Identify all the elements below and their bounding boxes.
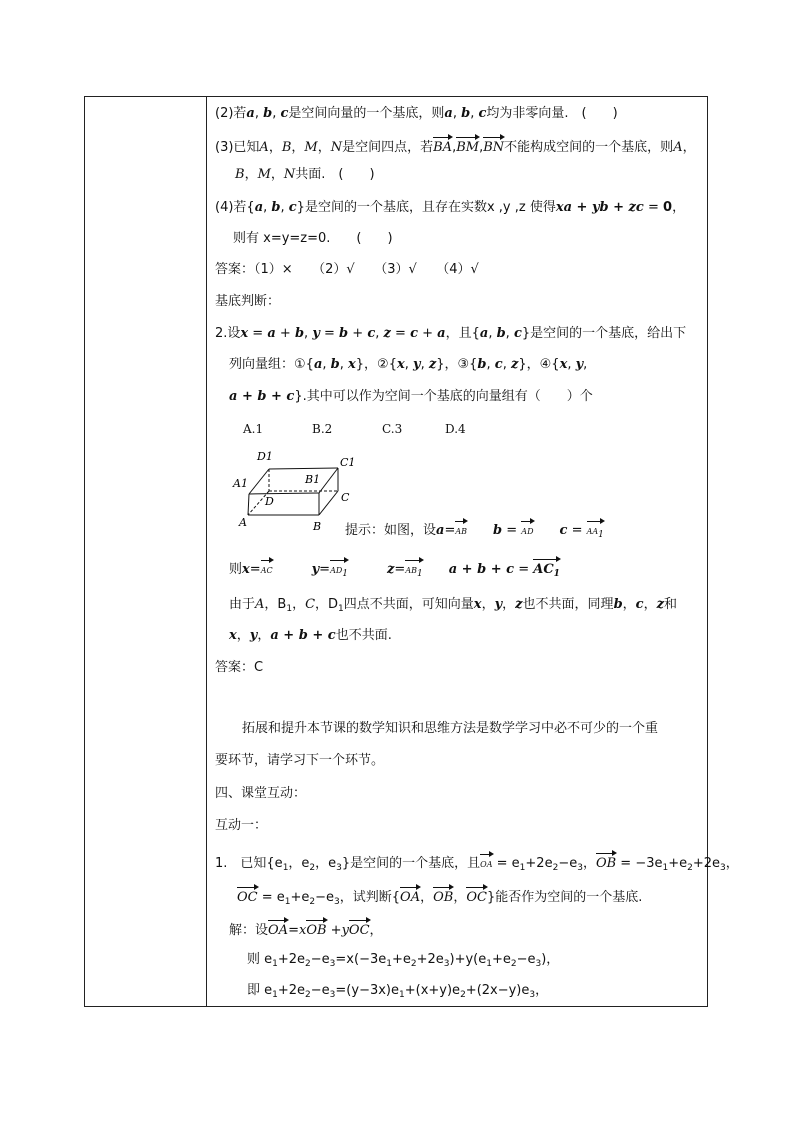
problem-2-line1: 2.设x = a + b, y = b + c, z = c + a，且{a, b, c}是空间的一个基底，给出下 [215, 326, 687, 341]
extend-line2: 要环节，请学习下一个环节。 [215, 753, 385, 768]
reason-line2: x，y，a + b + c也不共面. [229, 628, 392, 643]
example-1-line1: 1. 已知{$e_1$，$e_2$，$e_3$}是空间的一个基底，且OA = $e_1+2e_2-e_3$，OB = $-3e_1+e_2+2e_3$， [215, 852, 739, 877]
label-d: D [265, 495, 274, 508]
reason-line1: 由于A，$B_1$，C，$D_1$四点不共面，可知向量x，y，z也不共面，同理b，c，z和 [229, 597, 678, 614]
section-4-heading: 四、课堂互动： [215, 786, 307, 801]
label-a: A [239, 516, 247, 529]
question-4-line1: (4)若{a, b, c}是空间的一个基底，且存在实数x ,y ,z 使得xa + yb + zc = 0， [215, 200, 686, 215]
problem-2-line2: 列向量组：①{a, b, x}，②{x, y, z}，③{b, c, z}，④{x, y, [229, 357, 588, 372]
label-d1: D1 [257, 450, 273, 463]
choice-c: C.3 [382, 422, 403, 436]
question-3-line1: (3)已知A，B，M，N是空间四点，若BA,BM,BN不能构成空间的一个基底，则A， [215, 136, 696, 157]
question-3-line2: B，M，N共面. ( ) [235, 167, 375, 182]
example-1-line2: OC = $e_1+e_2-e_3$，试判断{OA，OB，OC}能否作为空间的一个基底. [237, 886, 642, 911]
table-column-divider [206, 96, 207, 1007]
label-b1: B1 [305, 473, 321, 486]
interaction-1-heading: 互动一： [215, 818, 268, 833]
label-b: B [313, 520, 322, 533]
solution-line1: 解：设OA=xOB +yOC， [229, 919, 383, 940]
choice-b: B.2 [312, 422, 333, 436]
choice-d: D.4 [445, 422, 466, 436]
question-4-line2: 则有 x=y=z=0. ( ) [233, 231, 393, 246]
choice-a: A.1 [243, 422, 264, 436]
label-a1: A1 [233, 477, 248, 490]
solution-line3: 即 $e_1+2e_2-e_3=(y-3x)e_1+(x+y)e_2+(2x-y)e_3$， [247, 983, 549, 1000]
question-2: (2)若a, b, c是空间向量的一个基底，则a, b, c均为非零向量. ( ) [215, 106, 618, 121]
label-c1: C1 [340, 456, 356, 469]
hint-line: 提示：如图，设a=AB b = AD c = AA1 [345, 520, 604, 544]
label-c: C [341, 491, 350, 504]
then-line: 则x=AC y=AD1 z=AB1 $a + b + c = AC_1$ [229, 558, 560, 583]
basis-judge-heading: 基底判断： [215, 294, 281, 309]
extend-line1: 拓展和提升本节课的数学知识和思维方法是数学学习中必不可少的一个重 [242, 721, 659, 736]
solution-line2: 则 $e_1+2e_2-e_3=x(-3e_1+e_2+2e_3)+y(e_1+e_2-e_3)$， [247, 952, 560, 969]
answer-1: 答案：（1）× （2）√ （3）√ （4）√ [215, 262, 479, 277]
problem-2-line3: a + b + c}.其中可以作为空间一个基底的向量组有（ ）个 [229, 389, 593, 404]
answer-2: 答案：C [215, 660, 264, 675]
